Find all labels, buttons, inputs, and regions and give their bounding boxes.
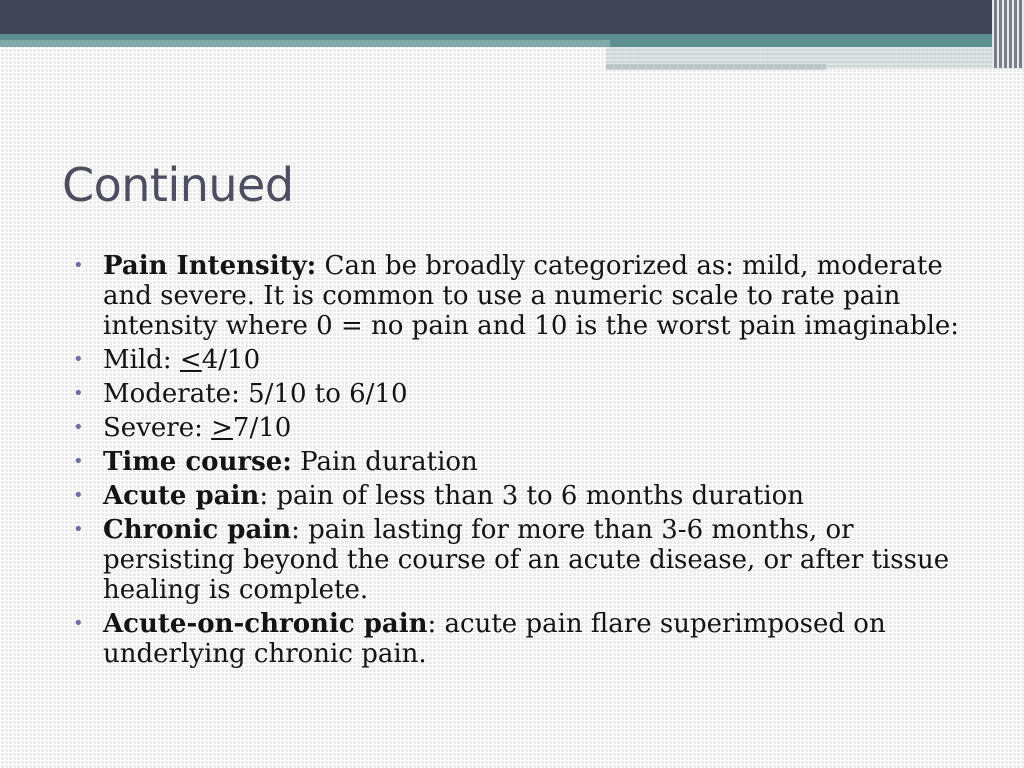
bullet-text: : pain of less than 3 to 6 months duration	[259, 481, 805, 511]
bullet-severe	[73, 413, 973, 443]
bullet-dot-icon: •	[73, 349, 84, 370]
accent-band-highlight	[0, 40, 610, 47]
slide-title: Continued	[62, 158, 294, 212]
bullet-term: Acute pain	[103, 481, 260, 511]
bullet-dot-icon: •	[73, 485, 84, 506]
decorative-stripe-shadow	[606, 64, 826, 70]
bullet-text: : acute pain flare superimposed on underlying chronic pain.	[103, 609, 886, 669]
bullet-symbol: >	[211, 413, 233, 443]
bullet-chronic-pain	[73, 515, 973, 605]
bullet-text: Can be broadly categorized as: mild, moderate and severe. It is common to use a numeric scale to rate pain intensity where 0 = no pain and 10 is the worst pain imaginable:	[103, 251, 960, 341]
bullet-text: Severe:	[103, 413, 212, 443]
bullet-value: 4/10	[201, 345, 261, 375]
bullet-dot-icon: •	[73, 383, 84, 404]
bullet-dot-icon: •	[73, 451, 84, 472]
bullet-dot-icon: •	[73, 417, 84, 438]
bullet-term: Acute-on-chronic pain	[103, 609, 428, 639]
bullet-text: Pain duration	[291, 447, 478, 477]
header-bar	[0, 0, 1024, 34]
bullet-symbol: <	[179, 345, 202, 375]
bullet-dot-icon: •	[73, 613, 84, 634]
bullet-text: Moderate: 5/10 to 6/10	[103, 379, 408, 409]
bullet-pain-intensity	[73, 251, 973, 341]
bullet-term: Time course:	[103, 447, 292, 477]
bullet-time-course	[73, 447, 973, 477]
bullet-term: Pain Intensity:	[103, 251, 317, 281]
bullet-moderate	[73, 379, 973, 409]
bullet-acute-pain	[73, 481, 973, 511]
bullet-text: : pain lasting for more than 3-6 months, or persisting beyond the course of an acute disease, or after tissue healing is complete.	[103, 515, 950, 605]
decorative-vertical-bars	[992, 0, 1024, 68]
bullet-mild	[73, 345, 973, 375]
bullet-acute-on-chronic-pain	[73, 609, 973, 669]
bullet-value: 7/10	[232, 413, 292, 443]
bullet-list	[73, 251, 973, 673]
bullet-text: Mild:	[103, 345, 180, 375]
bullet-term: Chronic pain	[103, 515, 292, 545]
bullet-dot-icon: •	[73, 255, 84, 276]
bullet-dot-icon: •	[73, 519, 84, 540]
